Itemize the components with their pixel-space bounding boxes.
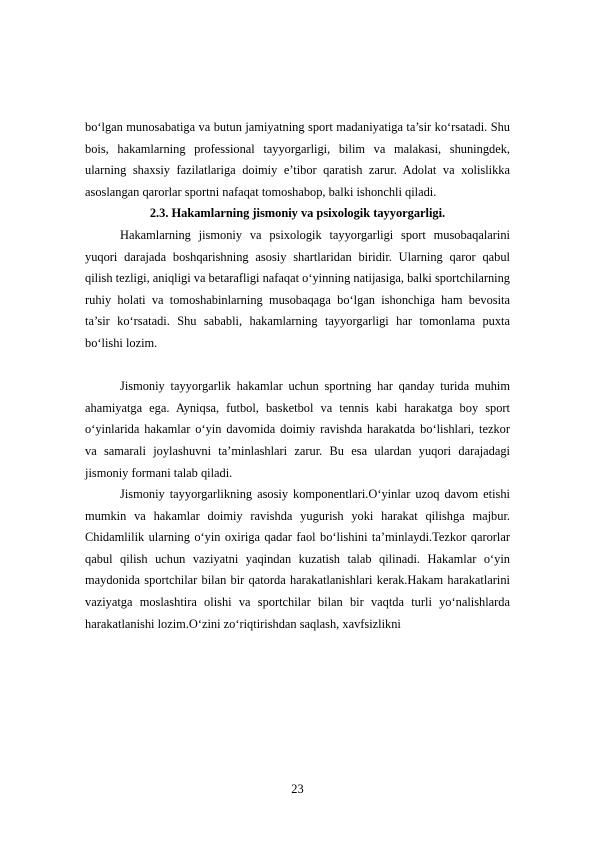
paragraph-components: Jismoniy tayyorgarlikning asosiy komponentlari.O‘yinlar uzoq davom etishi mumkin va hakamlar doimiy ravishda yugurish yoki harakat qilishga majbur. Chidamlilik ularning o‘yin oxiriga qadar faol bo‘lishini ta’minlaydi.Tezkor qarorlar qabul qilish uchun vaziyatni yaqindan kuzatish talab qilinadi. Hakamlar o‘yin maydonida sportchilar bilan bir qatorda harakatlanishlari kerak.Hakam harakatlarini vaziyatga moslashtira olishi va sportchilar bilan bir vaqtda turli yo‘nalishlarda harakatlanishi lozim.O‘zini zo‘riqtirishdan saqlash, xavfsizlikni	[85, 487, 510, 631]
paragraph-intro: Hakamlarning jismoniy va psixologik tayyorgarligi sport musobaqalarini yuqori darajada boshqarishning asosiy shartlaridan biridir. Ularning qaror qabul qilish tezligi, aniqligi va betarafligi nafaqat o‘yinning natijasiga, balki sportchilarning ruhiy holati va tomoshabinlarning musobaqaga bo‘lgan ishonchiga ham bevosita ta’sir ko‘rsatadi. Shu sababli, hakamlarning tayyorgarligi har tomonlama puxta bo‘lishi lozim.	[85, 227, 510, 350]
page-number: 23	[291, 782, 304, 796]
section-heading: 2.3. Hakamlarning jismoniy va psixologik tayyorgarligi.	[149, 206, 446, 221]
paragraph-spacer	[85, 355, 510, 377]
paragraph-physical-prep: Jismoniy tayyorgarlik hakamlar uchun sportning har qanday turida muhim ahamiyatga ega. Ayniqsa, futbol, basketbol va tennis kabi harakatga boy sport o‘yinlarida hakamlar o‘yin davomida doimiy ravishda harakatda bo‘lishlari, tezkor va samarali joylashuvni ta’minlashlari zarur. Bu esa ulardan yuqori darajadagi jismoniy formani talab qiladi.	[85, 379, 510, 480]
body-text	[85, 117, 510, 635]
paragraph-continuation: bo‘lgan munosabatiga va butun jamiyatning sport madaniyatiga ta’sir ko‘rsatadi. Shu bois, hakamlarning professional tayyorgarligi, bilim va malakasi, shuningdek, ularning shaxsiy fazilatlariga doimiy e’tibor qaratish zarur. Adolat va xolislikka asoslangan qarorlar sportni nafaqat tomoshabop, balki ishonchli qiladi.	[85, 120, 510, 199]
